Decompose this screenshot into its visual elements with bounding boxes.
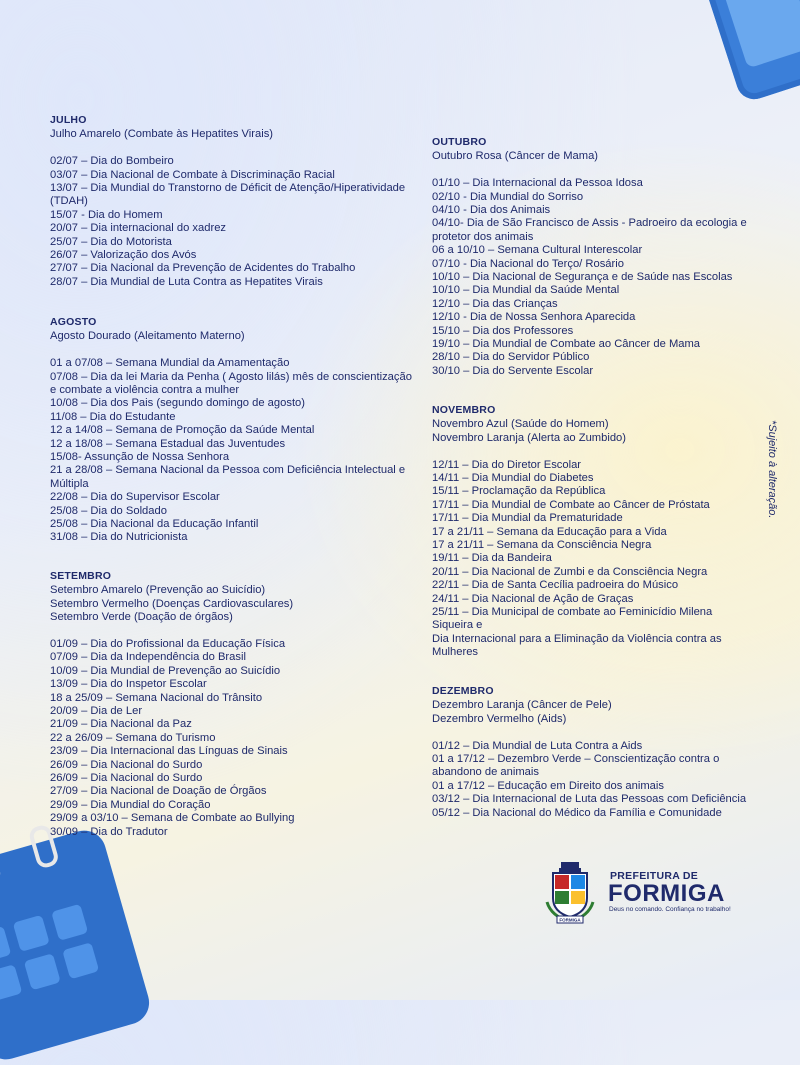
date-item: 17 a 21/11 – Semana da Educação para a Vida: [432, 525, 667, 538]
date-item: 12/10 – Dia das Crianças: [432, 297, 558, 310]
date-item: 01/09 – Dia do Profissional da Educação Física: [50, 638, 286, 651]
date-item: 17 a 21/11 – Semana da Consciência Negra: [432, 539, 652, 552]
campaign-item: Dezembro Vermelho (Aids): [432, 712, 567, 725]
date-item: 03/12 – Dia Internacional de Luta das Pessoas com Deficiência: [432, 793, 747, 806]
date-item: 26/09 – Dia Nacional do Surdo: [50, 772, 203, 785]
date-item: 10/08 – Dia dos Pais (segundo domingo de agosto): [50, 397, 305, 410]
date-item: 01 a 07/08 – Semana Mundial da Amamentação: [50, 357, 290, 370]
date-item: 01/12 – Dia Mundial de Luta Contra a Aids: [432, 739, 643, 752]
section-agosto: [50, 316, 420, 545]
section-heading: SETEMBRO: [50, 570, 112, 582]
date-item: 04/10 - Dia dos Animais: [432, 204, 551, 217]
section-dezembro: [432, 685, 752, 820]
campaign-item: Agosto Dourado (Aleitamento Materno): [50, 330, 245, 343]
campaign-item: Dezembro Laranja (Câncer de Pele): [432, 699, 612, 712]
date-item: 07/10 - Dia Nacional do Terço/ Rosário: [432, 257, 624, 270]
section-heading: AGOSTO: [50, 316, 97, 328]
campaign-list: [432, 418, 752, 445]
campaign-list: [50, 330, 420, 343]
date-item: 06 a 10/10 – Semana Cultural Interescolar: [432, 244, 643, 257]
date-item: 10/10 – Dia Mundial da Saúde Mental: [432, 284, 620, 297]
calendar-decoration-top: [703, 0, 800, 104]
date-item: 20/07 – Dia internacional do xadrez: [50, 222, 227, 235]
campaign-item: Julho Amarelo (Combate às Hepatites Virais): [50, 128, 274, 141]
calendar-decoration-bottom: [0, 825, 154, 1064]
date-item: 24/11 – Dia Nacional de Ação de Graças: [432, 592, 634, 605]
date-item: 26/07 – Valorização dos Avós: [50, 249, 197, 262]
campaign-list: [432, 150, 752, 163]
date-item: 12/10 - Dia de Nossa Senhora Aparecida: [432, 311, 636, 324]
date-item: 07/09 – Dia da Independência do Brasil: [50, 651, 246, 664]
campaign-item: Setembro Vermelho (Doenças Cardiovasculares): [50, 597, 294, 610]
date-item: 12 a 14/08 – Semana de Promoção da Saúde Mental: [50, 424, 315, 437]
date-list: [50, 638, 420, 839]
date-list: [50, 357, 420, 545]
date-item: 07/08 – Dia da lei Maria da Penha ( Agosto lilás) mês de conscientização e combate a violência contra a mulher: [50, 370, 412, 397]
date-item: 12/11 – Dia do Diretor Escolar: [432, 458, 582, 471]
date-item: 30/09 – Dia do Tradutor: [50, 825, 168, 838]
date-item: 05/12 – Dia Nacional do Médico da Família e Comunidade: [432, 806, 722, 819]
section-heading: OUTUBRO: [432, 136, 487, 148]
date-item: 10/10 – Dia Nacional de Segurança e de Saúde nas Escolas: [432, 271, 733, 284]
date-item: 25/08 – Dia do Soldado: [50, 504, 167, 517]
date-item: 17/11 – Dia Mundial de Combate ao Câncer de Próstata: [432, 498, 710, 511]
section-heading: DEZEMBRO: [432, 685, 494, 697]
date-item: 29/09 – Dia Mundial do Coração: [50, 798, 211, 811]
campaign-item: Setembro Amarelo (Prevenção ao Suicídio): [50, 584, 266, 597]
date-item: 17/11 – Dia Mundial da Prematuridade: [432, 512, 623, 525]
date-item: 25/07 – Dia do Motorista: [50, 235, 172, 248]
date-item: 28/10 – Dia do Servidor Público: [432, 351, 590, 364]
date-list: [432, 459, 752, 660]
date-item: 25/11 – Dia Municipal de combate ao Feminicídio Milena Siqueira e: [432, 606, 713, 632]
section-heading: NOVEMBRO: [432, 404, 496, 416]
section-outubro: [432, 136, 752, 378]
date-item: 28/07 – Dia Mundial de Luta Contra as Hepatites Virais: [50, 275, 323, 288]
campaign-list: [50, 128, 420, 141]
date-item: 19/10 – Dia Mundial de Combate ao Câncer de Mama: [432, 338, 701, 351]
date-item: 27/07 – Dia Nacional da Prevenção de Acidentes do Trabalho: [50, 262, 356, 275]
date-item: 11/08 – Dia do Estudante: [50, 410, 176, 423]
date-item: 12 a 18/08 – Semana Estadual das Juventudes: [50, 437, 286, 450]
date-item: 02/07 – Dia do Bombeiro: [50, 155, 174, 168]
logo-name: FORMIGA: [608, 880, 725, 907]
date-item: 22/11 – Dia de Santa Cecília padroeira do Músico: [432, 579, 679, 592]
section-novembro: [432, 404, 752, 660]
date-item: 02/10 - Dia Mundial do Sorriso: [432, 190, 584, 203]
date-item: 22 a 26/09 – Semana do Turismo: [50, 731, 216, 744]
section-setembro: [50, 570, 420, 839]
campaign-item: Outubro Rosa (Câncer de Mama): [432, 150, 599, 163]
crest-label: FORMIGA: [559, 917, 581, 923]
date-item: 25/08 – Dia Nacional da Educação Infantil: [50, 518, 259, 531]
date-item: 21/09 – Dia Nacional da Paz: [50, 718, 192, 731]
date-item: 21 a 28/08 – Semana Nacional da Pessoa com Deficiência Intelectual e Múltipla: [50, 464, 406, 490]
disclaimer-note: *Sujeito à alteração.: [766, 420, 778, 519]
date-item: Dia Internacional para a Eliminação da Violência contra as Mulheres: [432, 632, 722, 659]
date-item: 20/09 – Dia de Ler: [50, 705, 143, 718]
date-item: 29/09 a 03/10 – Semana de Combate ao Bullying: [50, 812, 295, 825]
date-item: 10/09 – Dia Mundial de Prevenção ao Suicídio: [50, 664, 281, 677]
logo-slogan: Deus no comando. Confiança no trabalho!: [609, 906, 731, 913]
date-item: 31/08 – Dia do Nutricionista: [50, 531, 188, 544]
date-item: 13/07 – Dia Mundial do Transtorno de Déficit de Atenção/Hiperatividade (TDAH): [50, 182, 406, 208]
date-item: 23/09 – Dia Internacional das Línguas de Sinais: [50, 745, 288, 758]
date-item: 27/09 – Dia Nacional de Doação de Órgãos: [50, 785, 267, 798]
section-julho: [50, 114, 420, 289]
campaign-list: [432, 699, 752, 726]
date-item: 04/10- Dia de São Francisco de Assis - Padroeiro da ecologia e protetor dos animais: [432, 217, 747, 243]
date-item: 15/10 – Dia dos Professores: [432, 324, 574, 337]
date-item: 15/08- Assunção de Nossa Senhora: [50, 451, 230, 464]
date-item: 20/11 – Dia Nacional de Zumbi e da Consciência Negra: [432, 565, 708, 578]
date-list: [432, 177, 752, 378]
coat-of-arms-icon: [545, 862, 595, 924]
date-item: 03/07 – Dia Nacional de Combate à Discriminação Racial: [50, 168, 335, 181]
date-item: 13/09 – Dia do Inspetor Escolar: [50, 678, 207, 691]
campaign-item: Novembro Azul (Saúde do Homem): [432, 418, 609, 431]
date-item: 30/10 – Dia do Servente Escolar: [432, 364, 594, 377]
date-item: 01 a 17/12 – Dezembro Verde – Conscientização contra o abandono de animais: [432, 753, 720, 779]
date-list: [432, 740, 752, 820]
date-item: 18 a 25/09 – Semana Nacional do Trânsito: [50, 691, 263, 704]
logo-prefix: PREFEITURA DE: [610, 870, 699, 882]
campaign-item: Setembro Verde (Doação de órgãos): [50, 611, 233, 624]
section-heading: JULHO: [50, 114, 87, 126]
date-item: 26/09 – Dia Nacional do Surdo: [50, 758, 203, 771]
date-item: 19/11 – Dia da Bandeira: [432, 552, 552, 565]
campaign-item: Novembro Laranja (Alerta ao Zumbido): [432, 431, 627, 444]
date-list: [50, 155, 420, 289]
date-item: 15/11 – Proclamação da República: [432, 485, 606, 498]
date-item: 15/07 - Dia do Homem: [50, 208, 163, 221]
date-item: 14/11 – Dia Mundial do Diabetes: [432, 472, 594, 485]
date-item: 01/10 – Dia Internacional da Pessoa Idosa: [432, 177, 643, 190]
prefeitura-logo: [545, 860, 745, 930]
campaign-list: [50, 584, 420, 624]
date-item: 22/08 – Dia do Supervisor Escolar: [50, 491, 220, 504]
date-item: 01 a 17/12 – Educação em Direito dos animais: [432, 779, 664, 792]
